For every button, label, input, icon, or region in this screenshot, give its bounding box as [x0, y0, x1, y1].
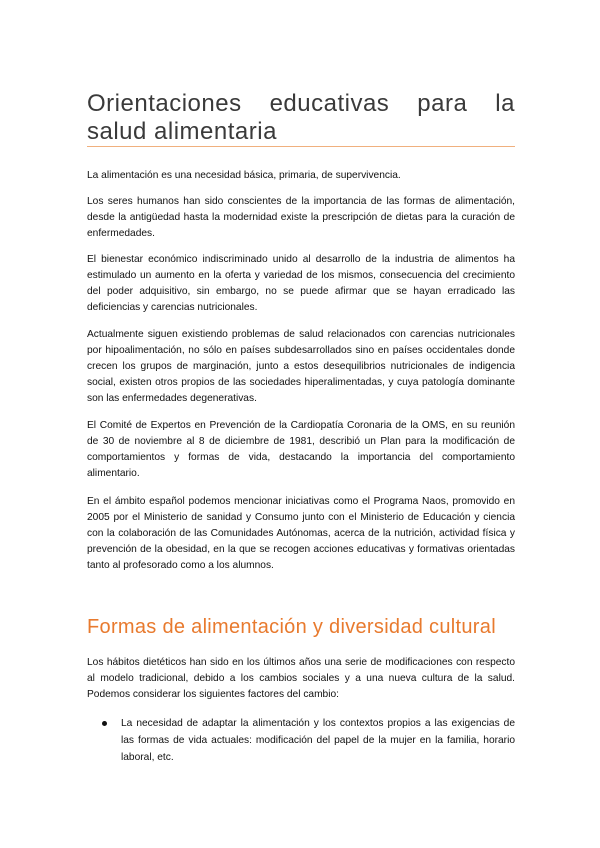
factor-list — [87, 715, 515, 766]
paragraph-6: En el ámbito español podemos mencionar iniciativas como el Programa Naos, promovido en 2005 por el Ministerio de sanidad y Consumo junto con el Ministerio de Educación y ciencia con la colaboración de las Comunidades Autónomas, acerca de la nutrición, actividad física y prevención de la obesidad, en la que se recogen acciones educativas y formativas orientadas tanto al profesorado como a los alumnos. — [87, 496, 515, 571]
title-underline — [87, 146, 515, 147]
bullet-icon — [102, 721, 107, 726]
list-item — [87, 715, 515, 766]
section-intro: Los hábitos dietéticos han sido en los últimos años una serie de modificaciones con respecto al modelo tradicional, debido a los cambios sociales y a una nueva cultura de la salud. Podemos considerar los siguientes factores del cambio: — [87, 657, 515, 700]
paragraph-2: Los seres humanos han sido conscientes de la importancia de las formas de alimentación, desde la antigüedad hasta la modernidad existe la prescripción de dietas para la curación de enfermedades. — [87, 196, 515, 239]
paragraph-1: La alimentación es una necesidad básica, primaria, de supervivencia. — [87, 170, 401, 181]
paragraph-4: Actualmente siguen existiendo problemas de salud relacionados con carencias nutricionales por hipoalimentación, no sólo en países subdesarrollados sino en países occidentales donde crecen los grupos de marginación, junto a estos desequilibrios nutricionales de indigencia social, existen otros propios de las sociedades hiperalimentadas, y cuya patología dominante son las enfermedades degenerativas. — [87, 329, 515, 404]
section-heading: Formas de alimentación y diversidad cultural — [87, 616, 496, 638]
paragraph-3: El bienestar económico indiscriminado unido al desarrollo de la industria de alimentos ha estimulado un aumento en la oferta y variedad de los mismos, consecuencia del crecimiento del poder adquisitivo, sin embargo, no se puede afirmar que se hayan erradicado las deficiencias y carencias nutricionales. — [87, 254, 515, 313]
list-item-text: La necesidad de adaptar la alimentación y los contextos propios a las exigencias de las formas de vida actuales: modificación del papel de la mujer en la familia, horario laboral, etc. — [121, 718, 515, 763]
page-title: Orientaciones educativas para la salud alimentaria — [87, 90, 515, 145]
paragraph-5: El Comité de Expertos en Prevención de la Cardiopatía Coronaria de la OMS, en su reunión de 30 de noviembre al 8 de diciembre de 1981, describió un Plan para la modificación de comportamientos y formas de vida, destacando la importancia del comportamiento alimentario. — [87, 420, 515, 479]
